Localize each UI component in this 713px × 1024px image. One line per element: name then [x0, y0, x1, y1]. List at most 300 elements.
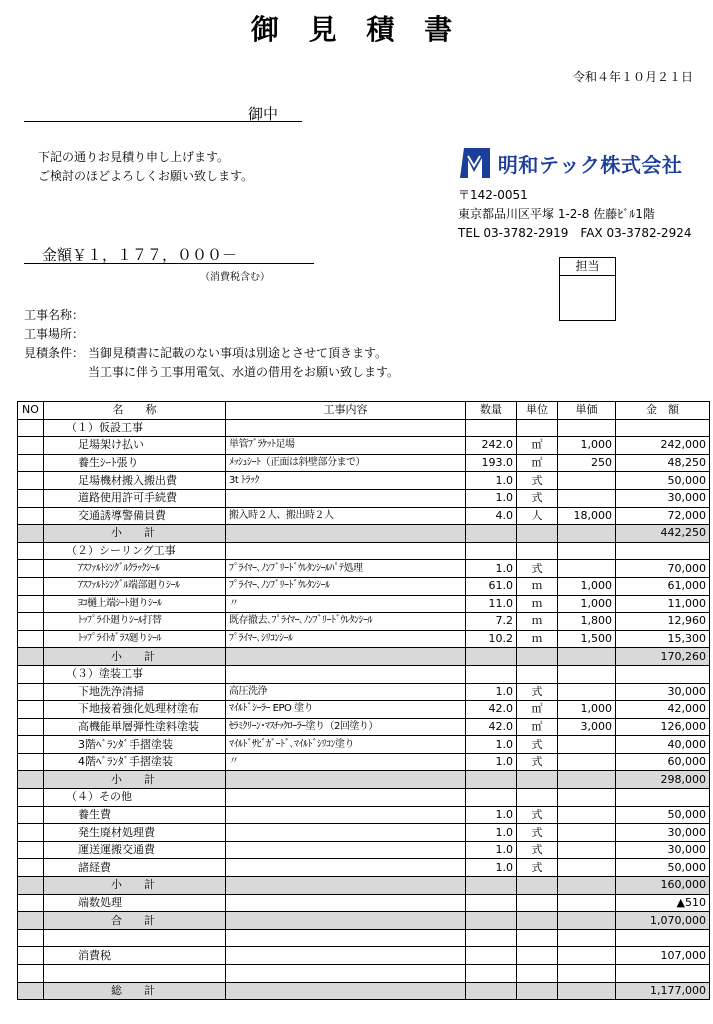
cell-price — [558, 982, 616, 1000]
cell-qty — [466, 947, 517, 965]
cell-name: （２）シーリング工事 — [44, 542, 226, 560]
table-row — [18, 701, 710, 719]
cell-content — [226, 982, 466, 1000]
cell-content: ﾌﾟﾗｲﾏｰ､ﾉﾝﾌﾞﾘｰﾄﾞｳﾚﾀﾝｼｰﾙﾊﾟﾃ処理 — [226, 560, 466, 578]
cell-qty: 1.0 — [466, 753, 517, 771]
cell-no — [18, 525, 44, 543]
table-row — [18, 947, 710, 965]
cell-qty — [466, 525, 517, 543]
table-row — [18, 929, 710, 947]
cell-amount: 72,000 — [616, 507, 710, 525]
cell-name: 端数処理 — [44, 894, 226, 912]
cell-amount — [616, 965, 710, 983]
cell-amount: 48,250 — [616, 454, 710, 472]
cell-no — [18, 542, 44, 560]
cell-no — [18, 736, 44, 754]
cell-price: 1,000 — [558, 595, 616, 613]
cell-price — [558, 560, 616, 578]
cell-price — [558, 736, 616, 754]
cell-content — [226, 489, 466, 507]
cell-no — [18, 419, 44, 437]
cell-no — [18, 771, 44, 789]
cell-price — [558, 806, 616, 824]
table-row — [18, 630, 710, 648]
cell-name: 交通誘導警備員費 — [44, 507, 226, 525]
cell-amount: 11,000 — [616, 595, 710, 613]
header-content: 工事内容 — [226, 402, 466, 420]
cell-price: 3,000 — [558, 718, 616, 736]
cell-amount: ▲510 — [616, 894, 710, 912]
cell-content: 高圧洗浄 — [226, 683, 466, 701]
cell-price: 1,000 — [558, 577, 616, 595]
cell-no — [18, 454, 44, 472]
cell-unit: 式 — [517, 806, 558, 824]
cell-unit: ｍ — [517, 613, 558, 631]
cell-content: ﾒｯｼｭｼｰﾄ（正面は斜壁部分まで） — [226, 454, 466, 472]
table-row — [18, 595, 710, 613]
cell-qty: 4.0 — [466, 507, 517, 525]
table-row — [18, 789, 710, 807]
table-row — [18, 525, 710, 543]
cell-amount: 242,000 — [616, 437, 710, 455]
terms-line-1: 当御見積書に記載のない事項は別途とさせて頂きます。 — [88, 346, 388, 360]
person-in-charge-stamp-box — [559, 257, 616, 321]
company-address-block — [458, 186, 691, 243]
greeting-line-2: ご検討のほどよろしくお願い致します。 — [38, 169, 254, 183]
cell-qty: 7.2 — [466, 613, 517, 631]
cell-qty — [466, 929, 517, 947]
cell-unit — [517, 789, 558, 807]
header-name: 名 称 — [44, 402, 226, 420]
cell-amount: 40,000 — [616, 736, 710, 754]
cell-qty: 1.0 — [466, 560, 517, 578]
cell-name: （４）その他 — [44, 789, 226, 807]
header-amount: 金 額 — [616, 402, 710, 420]
project-place-row — [24, 325, 399, 344]
cell-no — [18, 665, 44, 683]
recipient-suffix: 御中 — [248, 105, 279, 123]
cell-price — [558, 753, 616, 771]
cell-content: 単管ﾌﾞﾗｹｯﾄ足場 — [226, 437, 466, 455]
cell-name: ﾄｯﾌﾟﾗｲﾄ廻りｼｰﾙ打替 — [44, 613, 226, 631]
cell-price — [558, 841, 616, 859]
cell-amount: 107,000 — [616, 947, 710, 965]
header-price: 単価 — [558, 402, 616, 420]
table-row — [18, 577, 710, 595]
document-title: 御 見 積 書 — [250, 13, 463, 46]
cell-content — [226, 771, 466, 789]
cell-qty — [466, 648, 517, 666]
total-amount: 金額￥１，１７７，０００－ — [42, 246, 238, 264]
cell-no — [18, 718, 44, 736]
terms-label: 見積条件： — [24, 346, 85, 360]
cell-price — [558, 542, 616, 560]
cell-price — [558, 525, 616, 543]
cell-unit — [517, 912, 558, 930]
cell-qty: 1.0 — [466, 806, 517, 824]
table-row — [18, 982, 710, 1000]
table-row — [18, 542, 710, 560]
cell-name: 養生ｼｰﾄ張り — [44, 454, 226, 472]
table-row — [18, 683, 710, 701]
cell-price: 250 — [558, 454, 616, 472]
cell-no — [18, 613, 44, 631]
table-row — [18, 771, 710, 789]
cell-price — [558, 894, 616, 912]
cell-no — [18, 894, 44, 912]
company-logo-mark-icon — [456, 146, 492, 180]
cell-unit: ㎡ — [517, 437, 558, 455]
cell-unit: 式 — [517, 683, 558, 701]
cell-unit — [517, 648, 558, 666]
cell-qty: 1.0 — [466, 824, 517, 842]
cell-name: （３）塗装工事 — [44, 665, 226, 683]
cell-content: 〃 — [226, 753, 466, 771]
table-header-row — [18, 402, 710, 420]
cell-unit: ㎡ — [517, 454, 558, 472]
project-name-label: 工事名称： — [24, 308, 85, 322]
cell-unit — [517, 965, 558, 983]
cell-name: （１）仮設工事 — [44, 419, 226, 437]
cell-amount — [616, 929, 710, 947]
table-row — [18, 454, 710, 472]
cell-price — [558, 877, 616, 895]
table-row — [18, 965, 710, 983]
cell-no — [18, 982, 44, 1000]
table-row — [18, 718, 710, 736]
cell-amount — [616, 789, 710, 807]
cell-amount: 30,000 — [616, 489, 710, 507]
project-name-row — [24, 306, 399, 325]
cell-amount: 50,000 — [616, 806, 710, 824]
table-row — [18, 877, 710, 895]
cell-no — [18, 806, 44, 824]
cell-name: 消費税 — [44, 947, 226, 965]
cell-content: ﾌﾟﾗｲﾏｰ､ﾉﾝﾌﾞﾘｰﾄﾞｳﾚﾀﾝｼｰﾙ — [226, 577, 466, 595]
cell-price — [558, 859, 616, 877]
cell-name: ﾖｺ樋上端ｼｰﾄ廻りｼｰﾙ — [44, 595, 226, 613]
company-name: 明和テック株式会社 — [497, 152, 683, 177]
company-address: 東京都品川区平塚 1-2-8 佐藤ﾋﾞﾙ1階 — [458, 207, 655, 221]
cell-qty: 10.2 — [466, 630, 517, 648]
cell-name — [44, 929, 226, 947]
cell-no — [18, 859, 44, 877]
cell-content — [226, 929, 466, 947]
cell-price: 18,000 — [558, 507, 616, 525]
cell-content — [226, 806, 466, 824]
cell-amount: 50,000 — [616, 472, 710, 490]
cell-unit — [517, 894, 558, 912]
cell-name: ﾄｯﾌﾟﾗｲﾄｶﾞﾗｽ廻りｼｰﾙ — [44, 630, 226, 648]
cell-content — [226, 824, 466, 842]
cell-no — [18, 683, 44, 701]
cell-qty: 1.0 — [466, 736, 517, 754]
cell-content: ﾌﾟﾗｲﾏｰ､ｼﾘｺﾝｼｰﾙ — [226, 630, 466, 648]
cell-no — [18, 947, 44, 965]
table-row — [18, 824, 710, 842]
cell-no — [18, 965, 44, 983]
cell-qty: 61.0 — [466, 577, 517, 595]
cell-qty: 242.0 — [466, 437, 517, 455]
cell-name: 合 計 — [44, 912, 226, 930]
cell-no — [18, 824, 44, 842]
cell-price — [558, 683, 616, 701]
table-row — [18, 419, 710, 437]
cell-no — [18, 577, 44, 595]
cell-qty — [466, 912, 517, 930]
cell-content: 〃 — [226, 595, 466, 613]
header-unit: 単位 — [517, 402, 558, 420]
cell-name: 下地洗浄清掃 — [44, 683, 226, 701]
cell-price: 1,500 — [558, 630, 616, 648]
cell-unit: 式 — [517, 753, 558, 771]
table-row — [18, 912, 710, 930]
cell-price — [558, 929, 616, 947]
cell-unit — [517, 525, 558, 543]
table-row — [18, 736, 710, 754]
cell-name: 運送運搬交通費 — [44, 841, 226, 859]
cell-unit: 式 — [517, 489, 558, 507]
cell-amount: 12,960 — [616, 613, 710, 631]
cell-content — [226, 894, 466, 912]
cell-price: 1,000 — [558, 701, 616, 719]
cell-name: 高機能単層弾性塗料塗装 — [44, 718, 226, 736]
tax-included-note: （消費税含む） — [200, 272, 270, 283]
table-row — [18, 507, 710, 525]
cell-content — [226, 542, 466, 560]
cell-amount: 1,070,000 — [616, 912, 710, 930]
cell-no — [18, 507, 44, 525]
cell-no — [18, 437, 44, 455]
cell-qty — [466, 419, 517, 437]
table-row — [18, 665, 710, 683]
cell-content: ﾏｲﾙﾄﾞｻﾋﾞｶﾞｰﾄﾞ､ﾏｲﾙﾄﾞｼﾘｺﾝ塗り — [226, 736, 466, 754]
project-place-label: 工事場所： — [24, 327, 85, 341]
cell-amount: 15,300 — [616, 630, 710, 648]
cell-content — [226, 665, 466, 683]
table-row — [18, 560, 710, 578]
cell-unit: 式 — [517, 472, 558, 490]
cell-qty: 1.0 — [466, 489, 517, 507]
cell-name: ｱｽﾌｧﾙﾄｼﾝｸﾞﾙ端部廻りｼｰﾙ — [44, 577, 226, 595]
cell-no — [18, 753, 44, 771]
cell-content — [226, 859, 466, 877]
cell-unit: 式 — [517, 824, 558, 842]
greeting-line-1: 下記の通りお見積り申し上げます。 — [38, 150, 230, 164]
cell-content — [226, 877, 466, 895]
cell-content: 既存撤去､ﾌﾟﾗｲﾏｰ､ﾉﾝﾌﾞﾘｰﾄﾞｳﾚﾀﾝｼｰﾙ — [226, 613, 466, 631]
recipient-underline — [24, 121, 302, 122]
cell-amount: 50,000 — [616, 859, 710, 877]
cell-price — [558, 824, 616, 842]
cell-content — [226, 419, 466, 437]
cell-no — [18, 560, 44, 578]
cell-price — [558, 472, 616, 490]
cell-amount — [616, 419, 710, 437]
company-logo — [456, 146, 682, 182]
total-amount-underline — [24, 263, 314, 264]
cell-qty — [466, 894, 517, 912]
cell-no — [18, 701, 44, 719]
cell-name: 4階ﾍﾞﾗﾝﾀﾞ手摺塗装 — [44, 753, 226, 771]
cell-price: 1,000 — [558, 437, 616, 455]
terms-row-2 — [24, 363, 399, 382]
cell-name: ｱｽﾌｧﾙﾄｼﾝｸﾞﾙｸﾗｯｸｼｰﾙ — [44, 560, 226, 578]
cell-unit: 式 — [517, 560, 558, 578]
table-row — [18, 894, 710, 912]
cell-unit — [517, 947, 558, 965]
cell-no — [18, 877, 44, 895]
cell-unit: ㎡ — [517, 701, 558, 719]
cell-content: ﾏｲﾙﾄﾞｼｰﾗｰ EPO 塗り — [226, 701, 466, 719]
cell-amount: 70,000 — [616, 560, 710, 578]
cell-unit: 式 — [517, 859, 558, 877]
cell-name: 道路使用許可手続費 — [44, 489, 226, 507]
cell-content — [226, 525, 466, 543]
cell-unit — [517, 877, 558, 895]
cell-amount: 298,000 — [616, 771, 710, 789]
cell-unit: 式 — [517, 736, 558, 754]
cell-content — [226, 965, 466, 983]
cell-amount: 60,000 — [616, 753, 710, 771]
cell-qty: 1.0 — [466, 841, 517, 859]
cell-name: 総 計 — [44, 982, 226, 1000]
cell-unit: ｍ — [517, 577, 558, 595]
cell-price — [558, 648, 616, 666]
cell-no — [18, 912, 44, 930]
cell-unit: 式 — [517, 841, 558, 859]
cell-unit — [517, 419, 558, 437]
cell-unit: ｍ — [517, 595, 558, 613]
table-row — [18, 472, 710, 490]
terms-row-1 — [24, 344, 399, 363]
company-postal: 〒142-0051 — [458, 188, 528, 202]
cell-amount: 30,000 — [616, 824, 710, 842]
cell-name: 足場機材搬入搬出費 — [44, 472, 226, 490]
cell-qty: 193.0 — [466, 454, 517, 472]
cell-name: 小 計 — [44, 648, 226, 666]
cell-amount: 160,000 — [616, 877, 710, 895]
cell-qty — [466, 771, 517, 789]
cell-qty: 1.0 — [466, 683, 517, 701]
cell-qty — [466, 877, 517, 895]
cell-amount: 170,260 — [616, 648, 710, 666]
cell-no — [18, 648, 44, 666]
table-row — [18, 489, 710, 507]
cell-no — [18, 489, 44, 507]
cell-price: 1,800 — [558, 613, 616, 631]
greeting — [38, 148, 253, 186]
cell-amount: 42,000 — [616, 701, 710, 719]
cell-price — [558, 947, 616, 965]
cell-price — [558, 489, 616, 507]
cell-price — [558, 419, 616, 437]
cell-no — [18, 841, 44, 859]
cell-name: 小 計 — [44, 877, 226, 895]
stamp-box-label: 担当 — [560, 258, 615, 276]
table-row — [18, 806, 710, 824]
cell-name: 足場架け払い — [44, 437, 226, 455]
cell-unit: ｍ — [517, 630, 558, 648]
cell-unit — [517, 982, 558, 1000]
cell-amount: 1,177,000 — [616, 982, 710, 1000]
cell-qty — [466, 789, 517, 807]
cell-qty: 42.0 — [466, 718, 517, 736]
table-row — [18, 437, 710, 455]
table-row — [18, 753, 710, 771]
cell-qty — [466, 965, 517, 983]
cell-qty: 11.0 — [466, 595, 517, 613]
cell-qty: 1.0 — [466, 472, 517, 490]
cell-amount — [616, 665, 710, 683]
cell-amount — [616, 542, 710, 560]
cell-name: 発生廃材処理費 — [44, 824, 226, 842]
cell-no — [18, 472, 44, 490]
cell-qty — [466, 665, 517, 683]
cell-content — [226, 841, 466, 859]
cell-unit — [517, 665, 558, 683]
cell-qty — [466, 542, 517, 560]
cell-content: ｾﾗﾐｸﾘｰﾝ･ﾏｽﾁｯｸﾛｰﾗｰ塗り（2回塗り） — [226, 718, 466, 736]
cell-name: 小 計 — [44, 525, 226, 543]
cell-no — [18, 630, 44, 648]
cell-amount: 61,000 — [616, 577, 710, 595]
cell-content — [226, 947, 466, 965]
table-row — [18, 648, 710, 666]
cell-content — [226, 912, 466, 930]
terms-line-2: 当工事に伴う工事用電気、水道の借用をお願い致します。 — [88, 365, 400, 379]
header-qty: 数量 — [466, 402, 517, 420]
cell-name: 3階ﾍﾞﾗﾝﾀﾞ手摺塗装 — [44, 736, 226, 754]
cell-no — [18, 595, 44, 613]
table-row — [18, 841, 710, 859]
cell-qty: 42.0 — [466, 701, 517, 719]
cell-price — [558, 912, 616, 930]
cell-no — [18, 929, 44, 947]
cell-qty — [466, 982, 517, 1000]
cell-price — [558, 789, 616, 807]
cell-content — [226, 648, 466, 666]
cell-name: 養生費 — [44, 806, 226, 824]
cell-amount: 30,000 — [616, 841, 710, 859]
company-tel-fax: TEL 03-3782-2919 FAX 03-3782-2924 — [458, 226, 692, 240]
cell-price — [558, 665, 616, 683]
issue-date: 令和４年１０月２１日 — [572, 70, 693, 84]
cell-content: 搬入時２人、搬出時２人 — [226, 507, 466, 525]
conditions-block — [24, 306, 399, 382]
cell-name: 諸経費 — [44, 859, 226, 877]
cell-unit — [517, 771, 558, 789]
cell-name: 小 計 — [44, 771, 226, 789]
cell-name: 下地接着強化処理材塗布 — [44, 701, 226, 719]
cell-content: 3t ﾄﾗｯｸ — [226, 472, 466, 490]
cell-content — [226, 789, 466, 807]
estimate-table-body — [18, 402, 710, 1000]
cell-amount: 30,000 — [616, 683, 710, 701]
cell-amount: 126,000 — [616, 718, 710, 736]
cell-unit — [517, 542, 558, 560]
cell-unit: 人 — [517, 507, 558, 525]
cell-no — [18, 789, 44, 807]
cell-amount: 442,250 — [616, 525, 710, 543]
estimate-table — [17, 401, 710, 1000]
cell-price — [558, 771, 616, 789]
cell-price — [558, 965, 616, 983]
cell-qty: 1.0 — [466, 859, 517, 877]
table-row — [18, 613, 710, 631]
table-row — [18, 859, 710, 877]
cell-name — [44, 965, 226, 983]
